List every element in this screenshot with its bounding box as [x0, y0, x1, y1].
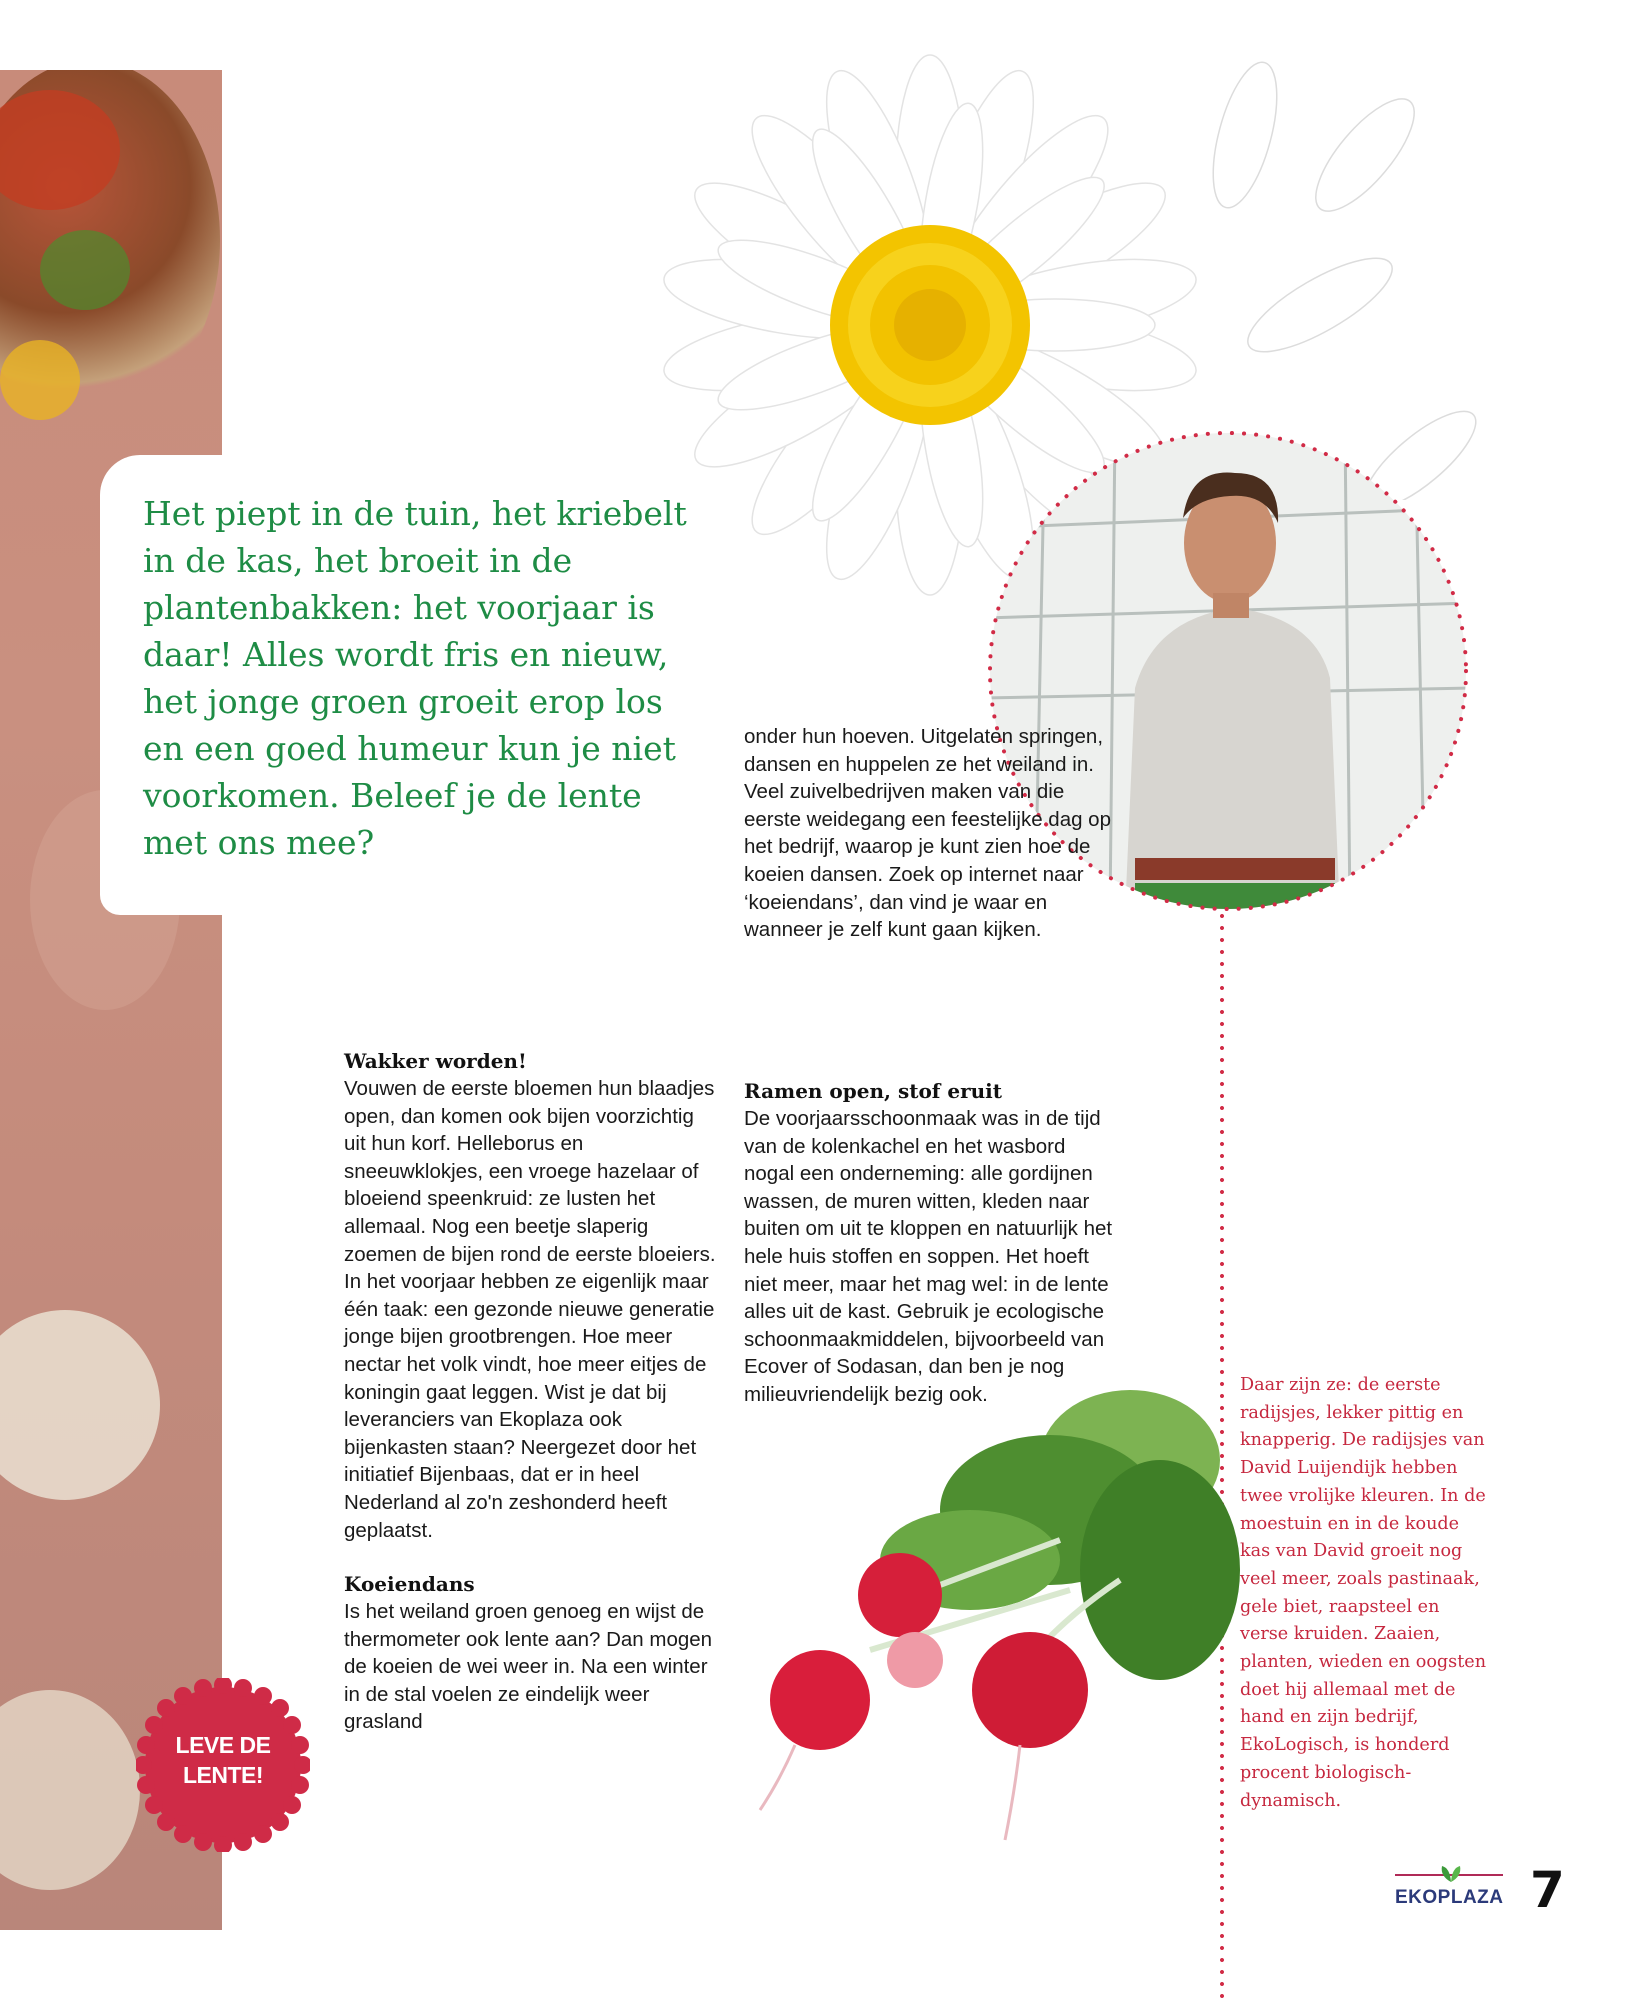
leve-de-lente-badge [136, 1678, 310, 1852]
napkin-decoration [0, 1310, 160, 1500]
ekoplaza-logo: EKOPLAZA [1395, 1887, 1504, 1908]
column-left [344, 1048, 716, 1736]
badge-line-1: LEVE DE [175, 1732, 271, 1758]
page-number: 7 [1530, 1861, 1565, 1919]
arugula-decoration [40, 230, 130, 310]
koeiendans-body: Is het weiland groen genoeg en wijst de thermometer ook lente aan? Dan mogen de koeien de wei weer in. Na een winter in de stal voelen ze eindelijk weer grasland [344, 1600, 713, 1734]
glass-decoration [0, 1690, 140, 1890]
leaf-icon [1436, 1862, 1466, 1884]
radish-illustration [720, 1370, 1240, 1850]
koeiendans-continued-text: onder hun hoeven. Uitgelaten springen, dansen en huppelen ze het weiland in. Veel zuivelbedrijven maken van die eerste weidegang een feestelijke dag op het bedrijf, waarop je kunt zien hoe de koeien dansen. Zoek op internet naar ‘koeiendans’, dan vind je waar en wanneer je zelf kunt gaan kijken. [744, 725, 1111, 942]
food-photo-strip [0, 70, 222, 1930]
photo-caption: Daar zijn ze: de eerste radijsjes, lekker pittig en knapperig. De radijsjes van David Luijendijk hebben twee vrolijke kleuren. In de moestuin en in de koude kas van David groeit nog veel meer, zoals pastinaak, gele biet, raapsteel en verse kruiden. Zaaien, planten, wieden en oogsten doet hij allemaal met de hand en zijn bedrijf, EkoLogisch, is honderd procent biologisch-dynamisch. [1240, 1375, 1487, 1811]
koeiendans-continued [744, 723, 1124, 944]
badge-line-2: LENTE! [182, 1762, 264, 1788]
badge-text [136, 1730, 310, 1790]
wakker-body: Vouwen de eerste bloemen hun blaadjes open, dan komen ook bijen voorzichtig uit hun korf. Helleborus en sneeuwklokjes, een vroege hazelaar of bloeiend speenkruid: ze lusten het allemaal. Nog een beetje slaperig zoemen de bijen rond de eerste bloeiers. In het voorjaar hebben ze eigenlijk maar één taak: een gezonde nieuwe generatie jonge bijen grootbrengen. Hoe meer nectar het volk vindt, hoe meer eitjes de koningin gaat leggen. Wist je dat bij leveranciers van Ekoplaza ook bijenkasten staan? Neergezet door het initiatief Bijenbaas, dat er in heel Nederland al zo'n zeshonderd heeft geplaatst. [344, 1077, 716, 1542]
intro-text: Het piept in de tuin, het kriebelt in de kas, het broeit in de plantenbakken: het voorjaar is daar! Alles wordt fris en nieuw, het jonge groen groeit erop los en een goed humeur kun je niet voorkomen. Beleef je de lente met ons mee? [143, 494, 687, 862]
koeiendans-heading: Koeiendans [344, 1572, 475, 1597]
ramen-heading: Ramen open, stof eruit [744, 1079, 1002, 1103]
ramen-body: De voorjaarsschoonmaak was in de tijd van de kolenkachel en het wasbord nogal een onderneming: alle gordijnen wassen, de muren witten, kleden naar buiten om uit te kloppen en natuurlijk het hele huis stoffen en soppen. Het hoeft niet meer, maar het mag wel: in de lente alles uit de kast. Gebruik je ecologische schoonmaakmiddelen, bijvoorbeeld van Ecover of Sodasan, dan ben je nog milieuvriendelijk bezig ook. [744, 1107, 1113, 1406]
column-right [744, 1078, 1119, 1409]
yellow-tomato-decoration [0, 340, 80, 420]
tomato-decoration [0, 90, 120, 210]
wakker-heading: Wakker worden! [344, 1049, 527, 1073]
